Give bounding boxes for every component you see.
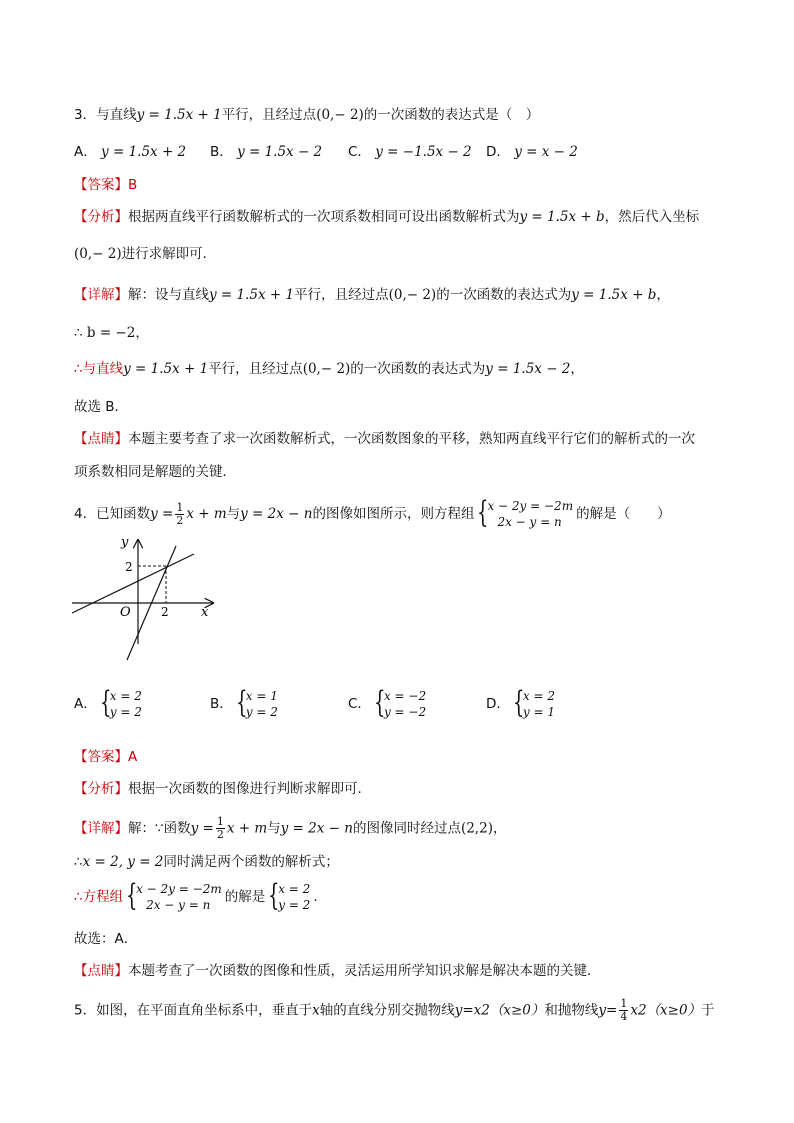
q3-option-c: C． y = −1.5x − 2 — [348, 144, 472, 160]
q4-step-3: ∴方程组 { x − 2y = −2m 2x − y = n 的解是 { x = 2 y = 2 ． — [74, 878, 327, 913]
analysis-tag: 【分析】 — [74, 781, 128, 797]
q3-analysis: 【分析】根据两直线平行函数解析式的一次项系数相同可设出函数解析式为y = 1.5x + b，然后代入坐标 — [74, 209, 700, 225]
y-tick-label: 2 — [125, 560, 133, 574]
q3-stem-text: 平行，且经过点 — [221, 107, 317, 123]
q3-answer — [74, 176, 137, 194]
q3-step-c: ∴与直线y = 1.5x + 1平行，且经过点(0,− 2)的一次函数的表达式为y = 1.5x − 2， — [74, 361, 584, 377]
analysis-tag: 【分析】 — [74, 209, 128, 225]
comment-tag: 【点睛】 — [74, 431, 128, 447]
q3-detail: 【详解】解：设与直线y = 1.5x + 1平行，且经过点(0,− 2)的一次函数的表达式为y = 1.5x + b， — [74, 287, 670, 303]
line-y-half-x-plus-m — [72, 554, 194, 613]
q3-comment: 【点睛】本题主要考查了求一次函数解析式，一次函数图象的平移，熟知两直线平行它们的解析式的一次 — [74, 431, 695, 447]
q4-option-a: A． { x = 2 y = 2 — [74, 685, 142, 720]
y-axis-label: y — [121, 535, 129, 550]
detail-tag: 【详解】 — [74, 287, 128, 303]
q4-fraction: $\frac{1}{2}$ — [176, 500, 184, 527]
comment-tag: 【点睛】 — [74, 963, 128, 979]
q3-choose: 故选 B． — [74, 399, 129, 415]
q4-comment: 【点睛】本题考查了一次函数的图像和性质，灵活运用所学知识求解是解决本题的关键． — [74, 963, 601, 979]
q3-analysis-cont: (0,− 2)进行求解即可． — [74, 246, 217, 262]
q3-stem-point: (0,− 2) — [316, 107, 364, 123]
answer-value: A — [128, 749, 138, 765]
q4-option-b: B． { x = 1 y = 2 — [210, 685, 278, 720]
q3-option-d: D． y = x − 2 — [486, 144, 578, 160]
detail-tag: 【详解】 — [74, 820, 128, 837]
answer-value: B — [128, 177, 138, 193]
q3-stem — [74, 106, 539, 124]
q3-stem-equation: y = 1.5x + 1 — [136, 107, 222, 123]
q4-option-d: D． { x = 2 y = 1 — [486, 685, 556, 720]
x-axis-label: x — [201, 605, 209, 620]
q4-step-2: ∴x = 2, y = 2同时满足两个函数的解析式； — [74, 854, 339, 870]
q3-option-b: B． y = 1.5x − 2 — [210, 144, 323, 160]
answer-tag: 【答案】 — [74, 177, 128, 193]
q4-choose: 故选：A． — [74, 931, 138, 947]
origin-label: O — [120, 605, 131, 620]
q4-detail: 【详解】解：∵函数y = $\frac{1}{2}$ x + m与y = 2x − n的图像同时经过点(2,2)， — [74, 815, 507, 841]
q3-option-a: A． y = 1.5x + 2 — [74, 144, 187, 160]
q4-equation-system: { x − 2y = −2m 2x − y = n — [477, 495, 574, 530]
q5-stem: 5．如图，在平面直角坐标系中，垂直于x轴的直线分别交抛物线y=x2（x≥0）和抛物线y= $\frac{1}{4}$ x2（x≥0）于 — [74, 997, 715, 1023]
q3-stem-text: 3．与直线 — [74, 107, 137, 123]
q4-analysis: 【分析】根据一次函数的图像进行判断求解即可． — [74, 781, 371, 797]
answer-tag: 【答案】 — [74, 749, 128, 765]
q4-function-graph — [70, 532, 220, 662]
q3-comment-cont: 项系数相同是解题的关键． — [74, 464, 236, 480]
x-tick-label: 2 — [161, 605, 169, 619]
q3-step-b: ∴ b = −2， — [74, 325, 149, 341]
q4-option-c: C． { x = −2 y = −2 — [348, 685, 427, 720]
q4-answer — [74, 748, 137, 766]
q4-stem: 4．已知函数y = $\frac{1}{2}$ x + m与y = 2x − n的图像如图所示，则方程组 { x − 2y = −2m 2x − y = n 的解是（ ） — [74, 495, 671, 530]
q3-stem-text: 的一次函数的表达式是（ ） — [363, 107, 540, 123]
